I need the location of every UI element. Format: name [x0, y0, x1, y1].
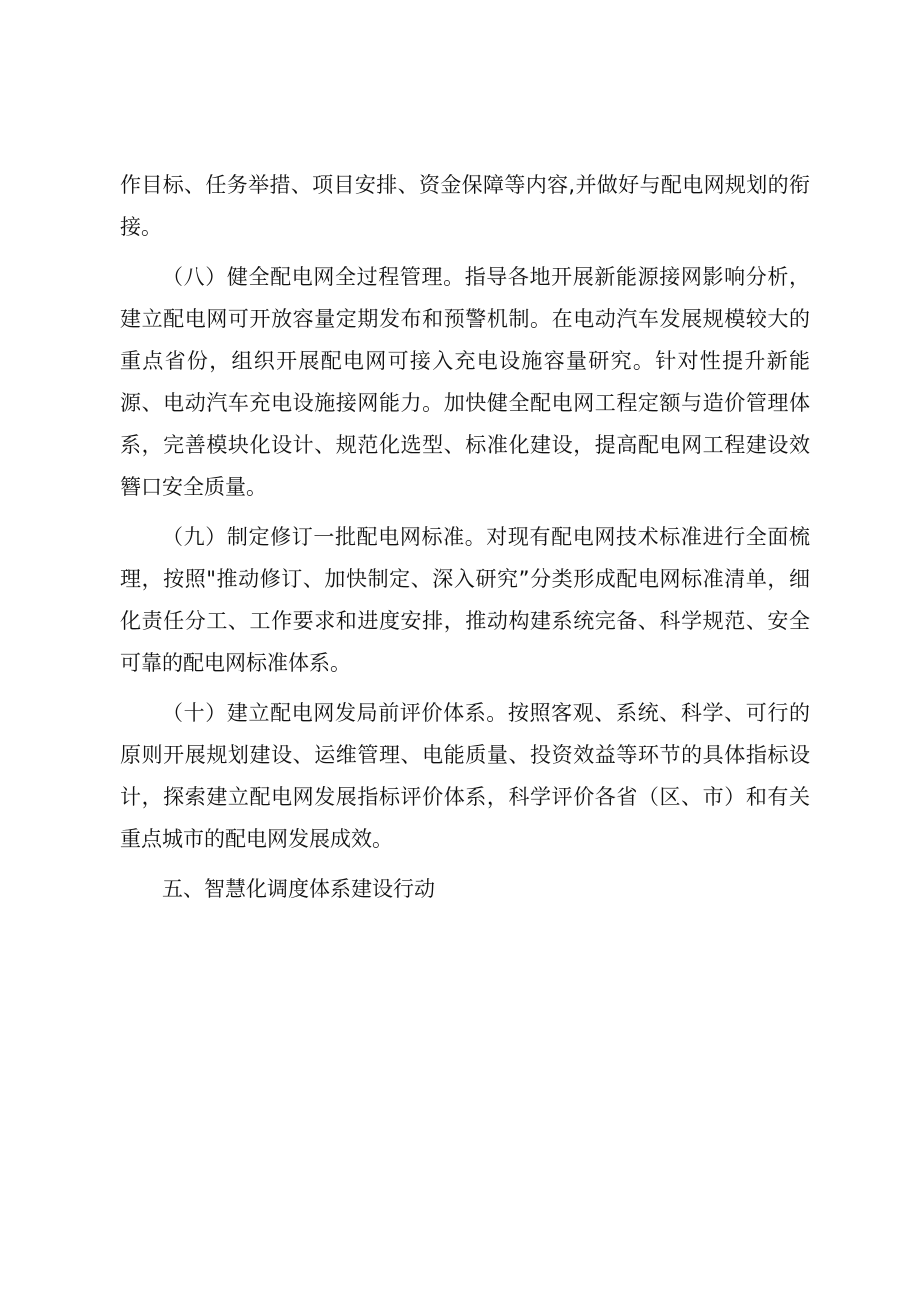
paragraph-section-10: （十）建立配电网发局前评价体系。按照客观、系统、科学、可行的原则开展规划建设、运维管理、电能质量、投资效益等环节的具体指标设计，探索建立配电网发展指标评价体系，科学评价各省（区、市）和有关重点城市的配电网发展成效。: [120, 701, 810, 851]
heading-section-5: 五、智慧化调度体系建设行动: [162, 877, 435, 901]
paragraph-continuation: 作目标、任务举措、项目安排、资金保障等内容,并做好与配电网规划的衔接。: [120, 173, 810, 239]
document-body: [120, 164, 810, 910]
paragraph-section-8: （八）健全配电网全过程管理。指导各地开展新能源接网影响分析，建立配电网可开放容量定期发布和预警机制。在电动汽车发展规模较大的重点省份，组织开展配电网可接入充电设施容量研究。针对性提升新能源、电动汽车充电设施接网能力。加快健全配电网工程定额与造价管理体系，完善模块化设计、规范化选型、标准化建设，提高配电网工程建设效簪口安全质量。: [120, 265, 810, 499]
paragraph-section-9: （九）制定修订一批配电网标准。对现有配电网技术标准进行全面梳理，按照"推动修订、加快制定、深入研究”分类形成配电网标准清单，细化责任分工、工作要求和进度安排，推动构建系统完备、科学规范、安全可靠的配电网标准体系。: [120, 525, 810, 675]
